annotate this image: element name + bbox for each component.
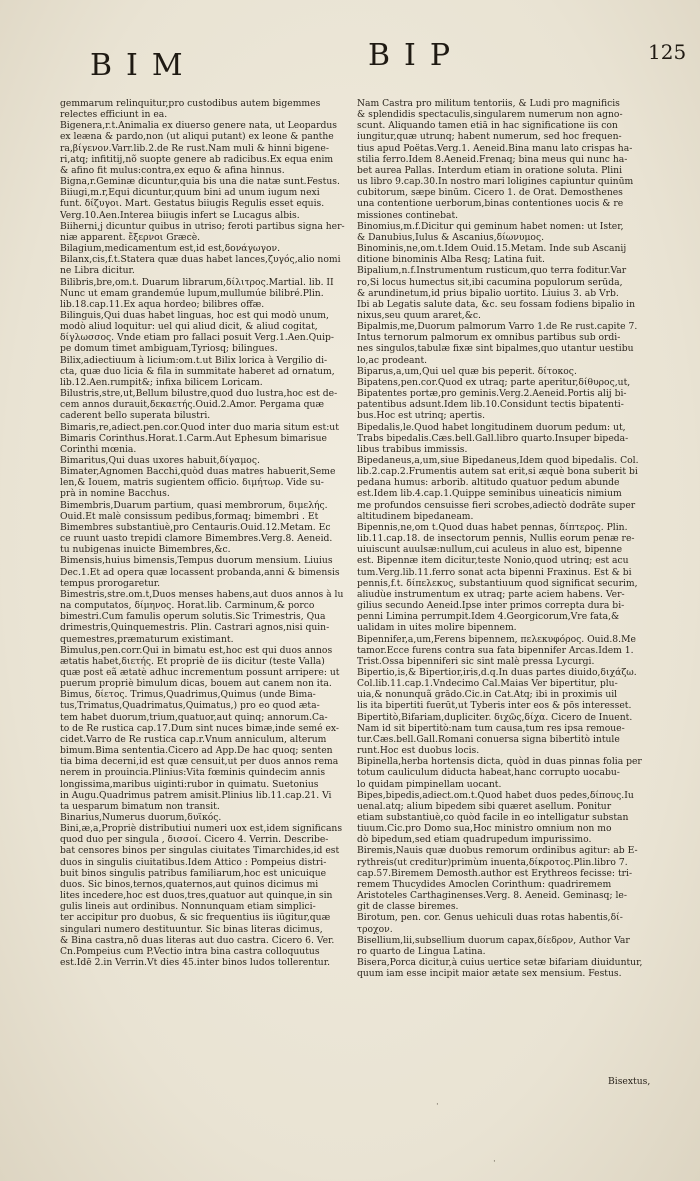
text-line: Bipertio,is,& Bipertior,iris,d.q.In duas partes diuido,διχάζω.	[357, 666, 637, 678]
text-line: bimum.Bima sententia.Cicero ad App.De hac quoq; senten	[60, 745, 333, 757]
text-line: rythreis(ut creditur)primùm inuenta,δίκροτος.Plin.libro 7.	[357, 856, 628, 868]
text-line: remem Thucydides Amoclen Corinthum: quadriremem	[357, 878, 612, 890]
text-line: Bimaris,re,adiect.pen.cor.Quod inter duo maria situm est:ut	[60, 421, 339, 433]
text-line: cidet.Varro de Re rustica cap.r.Vnum anniculum, alterum	[60, 733, 327, 745]
text-line: uenal.atq; alium bipedem sibi quæret asellum. Ponitur	[357, 800, 612, 812]
text-line: nes singulos,tabulæ fixæ sint bipalmes,quo utantur uestibu	[357, 343, 634, 355]
text-line: singulari numero destituuntur. Sic binas literas dicimus,	[60, 923, 323, 935]
text-line: funt. δίζυγοι. Mart. Gestatus biiugis Regulis esset equis.	[60, 198, 325, 210]
text-line: na computatos, δίμηνος. Horat.lib. Carminum,& porco	[60, 600, 315, 612]
text-line: ra,βίγενον.Varr.lib.2.de Re rust.Nam muli & hinni bigene-	[60, 142, 329, 154]
text-line: cta, quæ duo licia & fila in summitate haberet ad ornatum,	[60, 365, 335, 377]
text-line: Biremis,Nauis quæ duobus remorum ordinibus agitur: ab E-	[357, 845, 638, 857]
text-line: tamor.Ecce furens contra sua fata bipennifer Arcas.Idem 1.	[357, 644, 634, 656]
text-line: Bimembris,Duarum partium, quasi membrorum, διμελής.	[60, 499, 328, 511]
text-line: tem habet duorum,trium,quatuor,aut quinq; annorum.Ca-	[60, 711, 328, 723]
text-line: Bimaris Corinthus.Horat.1.Carm.Aut Ephesum bimarisue	[60, 432, 327, 444]
text-line: ex leæna & pardo,non (ut aliqui putant) ex leone & panthe	[60, 131, 334, 143]
text-line: Biiugi,m.r,Equi dicuntur,quum bini ad unum iugum nexi	[60, 187, 320, 199]
signature-mark-dot: ·	[436, 1100, 439, 1110]
text-line: & splendidis spectaculis,singularem numerum non agno-	[357, 109, 623, 121]
text-line: δίγλωσσος. Vnde etiam pro fallaci posuit Verg.1.Aen.Quip-	[60, 332, 334, 344]
text-line: Bipinella,herba hortensis dicta, quòd in duas pinnas folia per	[357, 756, 642, 768]
text-line: Biparus,a,um,Qui uel quæ bis peperit. δίτοκος.	[357, 365, 577, 377]
text-line: bus.Hoc est utrinq; apertis.	[357, 410, 486, 422]
text-line: cubitorum, sæpe binūm. Cicero 1. de Orat. Demosthenes	[357, 187, 623, 199]
text-line: ta uesparum bimatum non transit.	[60, 800, 220, 812]
text-line: & afino fit mulus:contra,ex equo & afina hinnus.	[60, 164, 285, 176]
text-line: Bipedaneus,a,um,siue Bipedaneus,Idem quod bipedalis. Col.	[357, 455, 639, 466]
text-line: lib.12.Aen.rumpit&; infixa bilicem Loricam.	[60, 376, 263, 388]
text-line: Bipertitò,Bifariam,dupliciter. διχῶς,δίχα. Cicero de Inuent.	[357, 711, 633, 723]
text-line: lib.11.cap.18. de insectorum pennis, Nullis eorum penæ re-	[357, 533, 635, 545]
text-line: Binominis,ne,om.t.Idem Ouid.15.Metam. Inde sub Ascanij	[357, 243, 627, 255]
text-line: Corinthi mœnia.	[60, 443, 137, 455]
text-line: git de classe biremes.	[357, 901, 459, 913]
text-line: tu nubigenas inuicte Bimembres,&c.	[60, 544, 231, 556]
text-line: Bilibris,bre,om.t. Duarum librarum,δίλιτρος.Martial. lib. II	[60, 276, 334, 288]
text-line: ro quarto de Lingua Latina.	[357, 945, 486, 957]
text-line: pedana humus: arborib. altitudo quatuor pedum abunde	[357, 477, 620, 489]
text-line: Bigenera,r.t.Animalia ex diuerso genere nata, ut Leopardus	[60, 120, 337, 132]
text-line: ne Libra dicitur.	[60, 265, 135, 277]
text-line: quum iam esse incipit maior ætate sex mensium. Festus.	[357, 968, 622, 980]
text-line: Intus ternorum palmorum ex omnibus partibus sub ordi-	[357, 332, 621, 344]
text-line: tiuum.Cic.pro Domo sua,Hoc ministro omnium non mo	[357, 823, 612, 835]
text-line: Bigna,r.Geminæ dicuntur,quia bis una die natæ sunt.Festus.	[60, 176, 340, 188]
text-line: tur.Cæs.bell.Gall.Romani conuersa signa bibertitò intule	[357, 733, 620, 745]
text-line: est. Bipennæ item dicitur,teste Nonio,quod utrinq; est acu	[357, 555, 629, 567]
text-line: Bilinguis,Qui duas habet linguas, hoc est qui modò unum,	[60, 309, 329, 321]
text-line: ro,Si locus humectus sit,ibi cacumina populorum serūda,	[357, 276, 623, 288]
text-line: Binomius,m.f.Dicitur qui geminum habet nomen: ut Ister,	[357, 220, 624, 232]
text-line: uiuiscunt auulsæ:nullum,cui aculeus in aluo est, bipenne	[357, 544, 623, 556]
text-line: ter accipitur pro duobus, & sic frequentius iis iūgitur,quæ	[60, 912, 331, 924]
text-line: bat censores binos per singulas ciuitates Timarchides,id est	[60, 845, 340, 857]
text-line: Nunc ut emam grandemúe lupum,mullumúe bilibré.Plin.	[60, 287, 324, 299]
text-line: prà in nomine Bacchus.	[60, 488, 170, 500]
running-head-right: BIP	[368, 38, 465, 73]
text-line: Aristoteles Carthaginenses.Verg. 8. Aeneid. Geminasq; le-	[357, 890, 627, 902]
text-line: Bilustris,stre,ut,Bellum bilustre,quod duo lustra,hoc est de-	[60, 388, 338, 400]
text-line: & Danubius,Iulus & Ascanius,δίωνυμος.	[357, 231, 545, 243]
text-line: tempus prorogaretur.	[60, 577, 161, 589]
text-line: Bipennis,ne,om t.Quod duas habet pennas, δίπτερος. Plin.	[357, 521, 628, 533]
text-line: gilius secundo Aeneid.Ipse inter primos correpta dura bi-	[357, 600, 625, 612]
text-line: ualidam in uites molire bipennem.	[357, 622, 517, 634]
text-line: tus,Trimatus,Quadrimatus,Quimatus,) pro eo quod æta-	[60, 700, 320, 712]
text-line: Bipatentes portæ,pro geminis.Verg.2.Aeneid.Portis alij bi-	[357, 388, 627, 400]
text-line: Bini,æ,a,Propriè distributiui numeri uox est,idem significans	[60, 823, 343, 835]
text-line: Dec.1.Et ad opera quæ locassent probanda,anni & bimensis	[60, 566, 340, 578]
text-line: missiones continebat.	[357, 209, 459, 221]
text-line: Ouid.Et malè consissum pedibus,formaq; bimembri . Et	[60, 510, 319, 522]
text-line: ditione binominis Alba Resq; Latina fuit.	[357, 254, 545, 266]
text-line: puerum propriè bimulum dicas, bouem aut canem non ita.	[60, 678, 332, 690]
text-line: ætatis habet,διετής. Et propriè de iis dicitur (teste Valla)	[60, 655, 325, 667]
text-line: niæ apparent. ἔξερνοι Græcè.	[60, 231, 201, 243]
text-line: Bipalium,n.f.Instrumentum rusticum,quo terra foditur.Var	[357, 265, 627, 277]
text-line: Trist.Ossa bipenniferi sic sint malè pressa Lycurgi.	[357, 655, 595, 667]
text-line: Bisera,Porca dicitur,à cuius uertice setæ bifariam diuiduntur,	[357, 957, 643, 969]
text-line: gulis lineis aut ordinibus. Nonnunquam etiam simplici-	[60, 901, 316, 913]
signature-mark-dot: ·	[493, 1157, 496, 1167]
text-line: & arundinetum,id prius bipalio uortito. Liuius 3. ab Vrb.	[357, 287, 619, 299]
running-head-left: BIM	[90, 48, 197, 83]
text-line: longissima,maribus uiginti:rubor in quimatu. Suetonius	[60, 778, 319, 790]
text-line: lites incedere,hoc est duos,tres,quatuor aut quinque,in sin	[60, 890, 333, 902]
text-line: Bipes,bipedis,adiect.om.t.Quod habet duos pedes,δίπους.Iu	[357, 789, 634, 801]
text-line: Bipatens,pen.cor.Quod ex utraq; parte aperitur,δίθυρος,ut,	[357, 376, 631, 388]
text-line: stilia ferro.Idem 8.Aeneid.Frenaq; bina meus qui nunc ha-	[357, 153, 628, 165]
text-line: runt.Hoc est duobus locis.	[357, 745, 480, 757]
text-line: altitudinem bipedaneam.	[357, 510, 474, 522]
text-line: lo,ac prodeant.	[357, 354, 428, 366]
left-column	[60, 98, 352, 968]
text-line: nixus,seu quum araret,&c.	[357, 309, 481, 321]
text-line: lib.18.cap.11.Ex aqua hordeo; bilibres offæ.	[60, 298, 265, 310]
text-line: Bilix,adiectiuum à licium:om.t.ut Bilix lorica à Vergilio di-	[60, 354, 328, 366]
text-line: lib.2.cap.2.Frumentis autem sat erit,si æquè bona suberit bi	[357, 466, 638, 478]
text-line: Bimulus,pen.corr.Qui in bimatu est,hoc est qui duos annos	[60, 644, 333, 656]
text-line: Biiherni,j dicuntur quibus in utriso; feroti partibus signa her-	[60, 220, 345, 232]
text-line: us libro 9.cap.30.In nostro mari loligines capiuntur quinūm	[357, 176, 634, 188]
catchword: Bisextus,	[608, 1076, 651, 1087]
text-line: cap.57.Biremem Demosth.author est Erythreos fecisse: tri-	[357, 867, 633, 879]
text-line: Col.lib.11.cap.1.Vndecimo Cal.Maias Ver bipertitur, plu-	[357, 678, 618, 690]
text-line: relectes efficiunt in ea.	[60, 109, 168, 121]
text-line: Bimestris,stre.om.t,Duos menses habens,aut duos annos à lu	[60, 588, 344, 600]
text-line: una contentione uerborum,binas contentiones uocis & re	[357, 198, 624, 210]
text-line: ri,atq; infititij,nõ suopte genere ab radicibus.Ex equa enim	[60, 153, 334, 165]
text-line: Bipedalis,le.Quod habet longitudinem duorum pedum: ut,	[357, 421, 626, 433]
text-line: est.Idem lib.4.cap.1.Quippe seminibus uineaticis nimium	[357, 488, 622, 500]
text-line: etiam substantiuè,co quòd facile in eo intelligatur substan	[357, 812, 629, 823]
text-line: Ibi ab Legatis salute data, &c. seu fossam fodiens bipalio in	[357, 298, 636, 310]
text-line: Bimembres substantiuè,pro Centauris.Ouid.12.Metam. Ec	[60, 521, 331, 533]
text-line: libus trabibus immissis.	[357, 443, 468, 455]
text-line: cem annos durauit,δεκαετής.Ouid.2.Amor. Pergama quæ	[60, 399, 325, 411]
text-line: bimestri.Cum famulis operum solutis.Sic Trimestris, Qua	[60, 611, 326, 623]
text-line: patentibus adsunt.Idem lib.10.Considunt tectis bipatenti-	[357, 399, 624, 411]
text-line: Nam id sit bipertitò:nam tum causa,tum res ipsa remoue-	[357, 722, 625, 734]
text-line: Bimaritus,Qui duas uxores habuit,δίγαμος.	[60, 455, 260, 466]
text-line: nerem in prouincia.Plinius:Vita fœminis quindecim annis	[60, 767, 326, 779]
text-line: len,& Iouem, matris sugientem officio. διμήτωρ. Vide su-	[60, 477, 324, 489]
page-number: 125	[648, 40, 687, 64]
text-line: Bipennifer,a,um,Ferens bipennem, πελεκυφόρος. Ouid.8.Me	[357, 633, 636, 645]
text-line: lis ita bipertiti fuerūt,ut Tyberis inter eos & pōs interesset.	[357, 700, 632, 712]
text-line: Cn.Pompeius cum P.Vectio intra bina castra colloquutus	[60, 945, 320, 957]
text-line: drimestris,Quinquemestris. Plin. Castrari agnos,nisi quin-	[60, 622, 330, 634]
text-line: Bipalmis,me,Duorum palmorum Varro 1.de Re rust.capite 7.	[357, 321, 638, 333]
text-line: Bisellium,lii,subsellium duorum capax,δίεδρον, Author Var	[357, 934, 630, 946]
text-line: totum cauliculum diducta habeat,hanc corrupto uocabu-	[357, 767, 620, 779]
text-line: ce ruunt uasto trepidi clamore Bimembres.Verg.8. Aeneid.	[60, 533, 333, 545]
text-line: Nam Castra pro militum tentoriis, & Ludi pro magnificis	[357, 98, 620, 109]
text-line: tia bima decerni,id est quæ censuit,ut per duos annos rema	[60, 756, 339, 768]
text-line: iungitur,quæ utrunq; habent numerum, sed hoc frequen-	[357, 131, 622, 143]
text-line: pe domum timet ambiguam,Tyriosq; bilingues.	[60, 343, 278, 355]
text-line: Bilanx,cis,f.t.Statera quæ duas habet lances,ζυγός,alio nomi	[60, 254, 341, 266]
text-line: quæ post eã ætatè adhuc incrementum possunt arripere: ut	[60, 666, 340, 678]
text-line: Bimensis,huius bimensis,Tempus duorum mensium. Liuius	[60, 555, 333, 567]
text-line: Bimus, δίετος. Trimus,Quadrimus,Quimus (unde Bima-	[60, 689, 316, 701]
text-line: caderent bello superata bilustri.	[60, 410, 211, 422]
text-line: in Augu.Quadrimus patrem amisit.Plinius lib.11.cap.21. Vi	[60, 789, 332, 801]
text-line: Bimater,Agnomen Bacchi,quòd duas matres habuerit,Seme	[60, 466, 336, 478]
text-line: penni Limina perrumpit.Idem 4.Georgicorum,Vre fata,&	[357, 611, 620, 623]
text-line: buit binos singulis patribus familiarum,hoc est unicuique	[60, 867, 327, 879]
text-line: gemmarum relinquitur,pro custodibus autem bigemmes	[60, 98, 321, 109]
text-line: duos in singulis ciuitatibus.Idem Attico : Pompeius distri-	[60, 856, 327, 868]
text-line: pennis,f.t. δίπελεκυς, substantiuum quod significat securim,	[357, 577, 638, 589]
right-column	[357, 98, 657, 979]
text-line: duos. Sic binos,ternos,quaternos,aut quinos dicimus mi	[60, 878, 319, 890]
text-line: me profundos censuisse fieri scrobes,adiectò dodrāte super	[357, 499, 636, 511]
text-line: Trabs bipedalis.Cæs.bell.Gall.libro quarto.Insuper bipeda-	[357, 432, 629, 444]
text-line: uia,& nonunquã grādo.Cic.in Cat.Atq; ibi in proximis uil	[357, 689, 618, 701]
text-line: tum.Verg.lib.11.ferro sonat acta bipenni Fraxinus. Est & bi	[357, 566, 632, 578]
text-line: modò aliud loquitur: uel qui aliud dicit, & aliud cogitat,	[60, 321, 318, 333]
text-line: & Bina castra,nõ duas literas aut duo castra. Cicero 6. Ver.	[60, 934, 335, 946]
text-line: quod duo per singula , δισσοί. Cicero 4. Verrin. Describe-	[60, 834, 329, 846]
text-line: scunt. Aliquando tamen etiā in hac significatione iis con	[357, 120, 618, 132]
text-line: Bilagium,medicamentum est,id est,δονάγωγον.	[60, 243, 281, 255]
text-line: bet aurea Pallas. Interdum etiam in oratione soluta. Plini	[357, 164, 623, 176]
text-line: quemestres,præmaturum existimant.	[60, 633, 234, 645]
text-line: Binarius,Numerus duorum,δυϊκός.	[60, 812, 222, 823]
text-line: aliudùe instrumentum ex utraq; parte aciem habens. Ver-	[357, 588, 625, 600]
text-line: τροχον.	[357, 923, 393, 935]
text-line: lo quidam pimpinellam uocant.	[357, 778, 502, 790]
text-line: Verg.10.Aen.Interea biiugis infert se Lucagus albis.	[60, 209, 300, 221]
text-line: est.Idē 2.in Verrin.Vt dies 45.inter binos ludos tollerentur.	[60, 957, 331, 969]
text-line: dò bipedum,sed etiam quadrupedum impurissimo.	[357, 834, 592, 846]
text-line: tius apud Poëtas.Verg.1. Aeneid.Bina manu lato crispas ha-	[357, 142, 633, 154]
text-line: Birotum, pen. cor. Genus uehiculi duas rotas habentis,δί-	[357, 912, 623, 924]
text-line: to de Re rustica cap.17.Dum sint nuces bimæ,inde semé ex-	[60, 722, 340, 734]
